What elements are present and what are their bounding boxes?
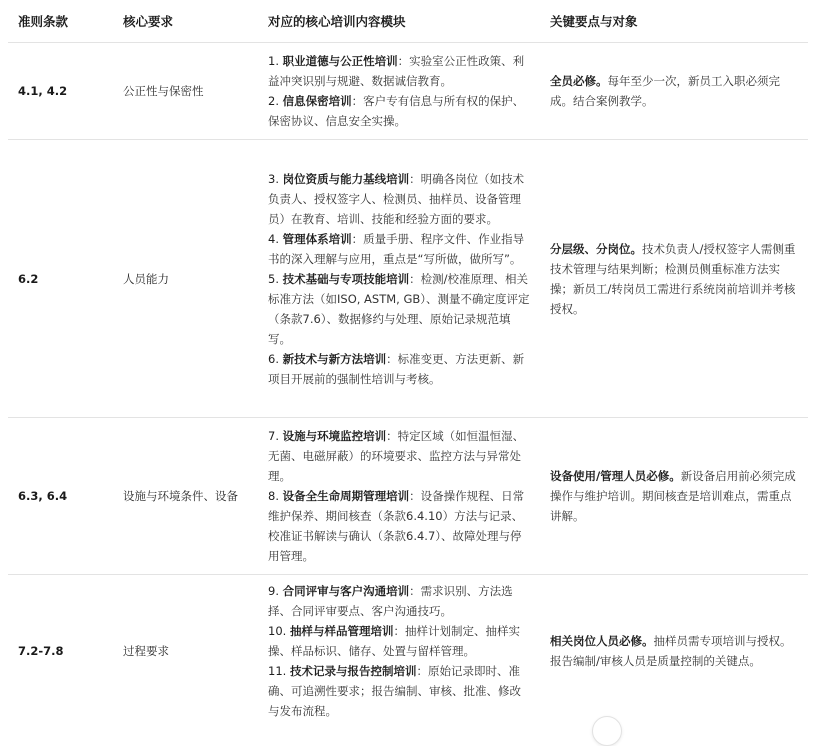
table-row — [8, 575, 808, 728]
table-row — [8, 140, 808, 418]
module-item: 5. 技术基础与专项技能培训：检测/校准原理、相关标准方法（如ISO, ASTM, GB）、测量不确定度评定（条款7.6）、数据修约与处理、原始记录规范填写。 — [268, 271, 530, 346]
module-desc: ：标准变更、方法更新、新项目开展前的强制性培训与考核。 — [268, 351, 525, 386]
header-key-points: 关键要点与对象 — [540, 0, 808, 43]
key-points-emphasis: 设备使用/管理人员必修。 — [550, 469, 681, 483]
module-desc: ：检测/校准原理、相关标准方法（如ISO, ASTM, GB）、测量不确定度评定（条款7.6）、数据修约与处理、原始记录规范填写。 — [268, 271, 530, 346]
module-desc: ：客户专有信息与所有权的保护、保密协议、信息安全实操。 — [268, 94, 525, 128]
module-desc: ：需求识别、方法选择、合同评审要点、客户沟通技巧。 — [268, 584, 513, 618]
module-item: 9. 合同评审与客户沟通培训：需求识别、方法选择、合同评审要点、客户沟通技巧。 — [268, 584, 513, 618]
module-title: 合同评审与客户沟通培训 — [282, 584, 410, 598]
module-item: 6. 新技术与新方法培训：标准变更、方法更新、新项目开展前的强制性培训与考核。 — [268, 351, 525, 386]
module-item: 2. 信息保密培训：客户专有信息与所有权的保护、保密协议、信息安全实操。 — [268, 94, 525, 128]
key-points-text: 每年至少一次，新员工入职必须完成。结合案例教学。 — [550, 74, 780, 108]
module-title: 信息保密培训 — [282, 94, 352, 108]
header-requirement: 核心要求 — [113, 0, 258, 43]
clause-cell: 6.2 — [8, 140, 113, 418]
module-item: 10. 抽样与样品管理培训：抽样计划制定、抽样实操、样品标识、储存、处置与留样管理。 — [268, 624, 520, 658]
key-points-cell — [540, 43, 808, 140]
module-desc: ：抽样计划制定、抽样实操、样品标识、储存、处置与留样管理。 — [268, 624, 520, 658]
module-item: 1. 职业道德与公正性培训：实验室公正性政策、利益冲突识别与规避、数据诚信教育。 — [268, 54, 525, 88]
clause-cell: 7.2-7.8 — [18, 644, 64, 658]
training-requirements-table — [8, 0, 808, 727]
module-title: 抽样与样品管理培训 — [289, 624, 394, 638]
module-desc: ：质量手册、程序文件、作业指导书的深入理解与应用，重点是“写所做，做所写”。 — [268, 231, 525, 266]
module-title: 岗位资质与能力基线培训 — [282, 171, 410, 186]
module-desc: ：设备操作规程、日常维护保养、期间核查（条款6.4.10）方法与记录、校准证书解读与确认（条款6.4.7）、故障处理与停用管理。 — [268, 489, 525, 563]
module-desc: ：原始记录即时、准确、可追溯性要求；报告编制、审核、批准、修改与发布流程。 — [268, 664, 521, 718]
modules-cell — [258, 418, 540, 575]
module-item: 4. 管理体系培训：质量手册、程序文件、作业指导书的深入理解与应用，重点是“写所做，做所写”。 — [268, 231, 525, 266]
modules-cell — [258, 140, 540, 418]
module-title: 设备全生命周期管理培训 — [282, 489, 410, 503]
key-points-cell — [540, 575, 808, 728]
module-title: 技术记录与报告控制培训 — [289, 664, 417, 678]
module-item: 7. 设施与环境监控培训：特定区域（如恒温恒湿、无菌、电磁屏蔽）的环境要求、监控方法与异常处理。 — [268, 429, 525, 483]
module-title: 新技术与新方法培训 — [282, 351, 387, 366]
key-points-text: 抽样员需专项培训与授权。报告编制/审核人员是质量控制的关键点。 — [550, 634, 792, 668]
requirement-cell: 过程要求 — [123, 644, 169, 658]
key-points-text: 技术负责人/授权签字人需侧重技术管理与结果判断；检测员侧重标准方法实操；新员工/转岗员工需进行系统岗前培训并考核授权。 — [550, 241, 796, 316]
key-points-cell — [540, 140, 808, 418]
module-title: 设施与环境监控培训 — [282, 429, 387, 443]
key-points-cell — [540, 418, 808, 575]
key-points-text: 新设备启用前必须完成操作与维护培训。期间核查是培训难点，需重点讲解。 — [550, 469, 796, 523]
header-modules: 对应的核心培训内容模块 — [258, 0, 540, 43]
table-row — [8, 418, 808, 575]
table-row — [8, 43, 808, 140]
modules-cell — [258, 575, 540, 728]
header-clause: 准则条款 — [8, 0, 113, 43]
module-title: 管理体系培训 — [282, 231, 352, 246]
key-points-emphasis: 全员必修。 — [550, 74, 608, 88]
module-desc: ：明确各岗位（如技术负责人、授权签字人、检测员、抽样员、设备管理员）在教育、培训、技能和经验方面的要求。 — [268, 171, 525, 226]
module-title: 职业道德与公正性培训 — [282, 54, 398, 68]
key-points-emphasis: 分层级、分岗位。 — [550, 241, 642, 256]
requirement-cell: 设施与环境条件、设备 — [113, 418, 258, 575]
table-header-row — [8, 0, 808, 43]
module-item: 11. 技术记录与报告控制培训：原始记录即时、准确、可追溯性要求；报告编制、审核、批准、修改与发布流程。 — [268, 664, 521, 718]
module-item: 8. 设备全生命周期管理培训：设备操作规程、日常维护保养、期间核查（条款6.4.10）方法与记录、校准证书解读与确认（条款6.4.7）、故障处理与停用管理。 — [268, 489, 525, 563]
clause-cell: 4.1, 4.2 — [8, 43, 113, 140]
module-desc: ：特定区域（如恒温恒湿、无菌、电磁屏蔽）的环境要求、监控方法与异常处理。 — [268, 429, 525, 483]
clause-cell: 6.3, 6.4 — [8, 418, 113, 575]
modules-cell — [258, 43, 540, 140]
scroll-down-button[interactable] — [592, 716, 622, 746]
key-points-emphasis: 相关岗位人员必修。 — [550, 634, 654, 648]
requirement-cell: 公正性与保密性 — [113, 43, 258, 140]
module-desc: ：实验室公正性政策、利益冲突识别与规避、数据诚信教育。 — [268, 54, 525, 88]
module-item: 3. 岗位资质与能力基线培训：明确各岗位（如技术负责人、授权签字人、检测员、抽样员、设备管理员）在教育、培训、技能和经验方面的要求。 — [268, 171, 525, 226]
module-title: 技术基础与专项技能培训 — [282, 271, 410, 286]
requirement-cell: 人员能力 — [113, 140, 258, 418]
